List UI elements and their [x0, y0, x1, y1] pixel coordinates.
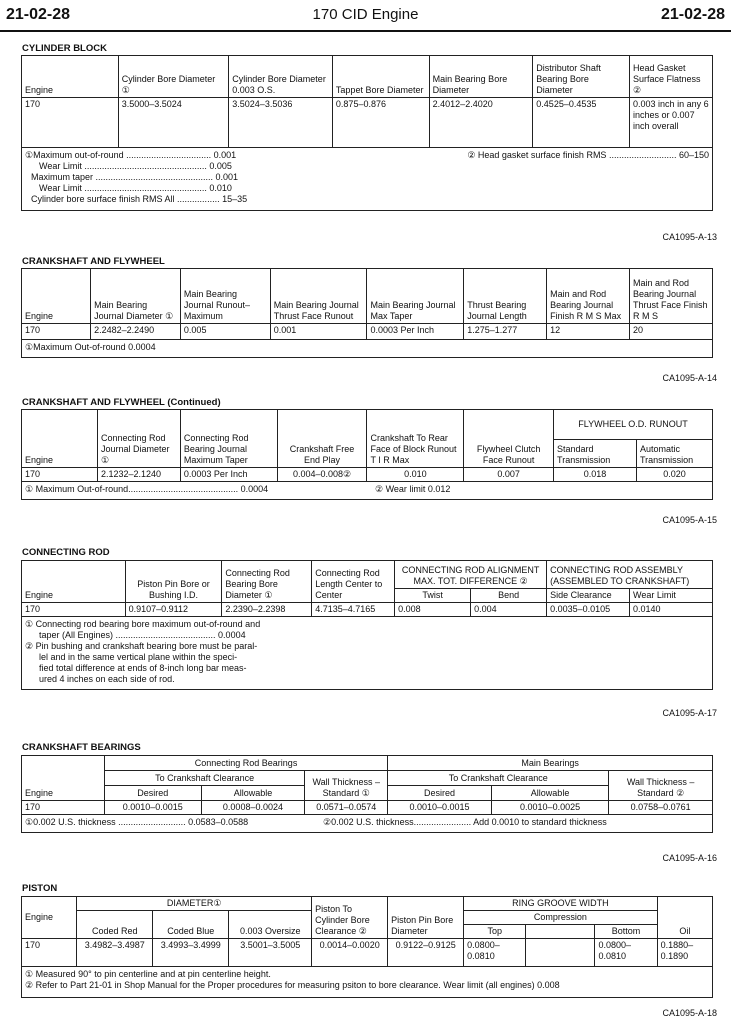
page-number-left: 21-02-28: [6, 6, 71, 23]
table-cell: 0.0758–0.0761: [609, 801, 713, 815]
section-title-crankshaft: CRANKSHAFT AND FLYWHEEL: [22, 256, 165, 267]
note-line: taper (All Engines) ........................................ 0.0004: [39, 630, 246, 640]
table-cell: [526, 939, 595, 967]
crankshaft-continued-notes: [21, 482, 713, 500]
column-group-header: FLYWHEEL O.D. RUNOUT: [554, 410, 713, 440]
note-line: Wear Limit ................................................. 0.005: [39, 161, 232, 171]
column-header: Engine: [22, 410, 98, 468]
table-cell: 0.0571–0.0574: [305, 801, 388, 815]
note-line: fied total difference at ends of 8-inch long bar meas-: [39, 663, 247, 673]
column-header: Crankshaft To Rear Face of Block Runout T I R Max: [367, 410, 464, 468]
table-cell: 0.875–0.876: [332, 98, 429, 148]
table-cell: 0.001: [270, 324, 367, 340]
table-cell: 0.4525–0.4535: [533, 98, 630, 148]
column-header: Piston Pin Bore or Bushing I.D.: [125, 561, 222, 603]
figure-code: CA1095-A-15: [662, 515, 717, 525]
section-title-connecting-rod: CONNECTING ROD: [22, 547, 110, 558]
table-cell: 170: [22, 468, 98, 482]
column-header: Coded Red: [77, 911, 153, 939]
figure-code: CA1095-A-14: [662, 373, 717, 383]
table-cell: 0.020: [636, 468, 712, 482]
table-cell: 3.5001–3.5005: [229, 939, 312, 967]
table-cell: 0.1880–0.1890: [657, 939, 712, 967]
column-header: Crankshaft Free End Play: [277, 410, 367, 468]
table-cell: 12: [547, 324, 630, 340]
section-title-piston: PISTON: [22, 883, 58, 894]
column-header: Desired: [388, 786, 492, 801]
table-cell: 0.007: [464, 468, 554, 482]
table-cell: 0.0010–0.0025: [491, 801, 608, 815]
cylinder-block-table: [21, 55, 713, 211]
column-header: Wall Thickness –Standard ②: [609, 771, 713, 801]
column-header: Allowable: [491, 786, 608, 801]
table-cell: 2.1232–2.1240: [98, 468, 181, 482]
table-cell: 0.0140: [630, 603, 713, 617]
table-cell: 0.0800–0.0810: [595, 939, 657, 967]
table-cell: 0.9107–0.9112: [125, 603, 222, 617]
column-header: Piston To Cylinder Bore Clearance ②: [312, 897, 388, 939]
note-line: ② Pin bushing and crankshaft bearing bore must be paral-: [25, 641, 258, 651]
column-group-header: Connecting Rod Bearings: [104, 756, 387, 771]
table-cell: 0.0800–0.0810: [464, 939, 526, 967]
column-header: Automatic Transmission: [636, 440, 712, 468]
table-cell: 2.4012–2.4020: [429, 98, 533, 148]
column-header: Head Gasket Surface Flatness ②: [630, 56, 713, 98]
crankshaft-bearings-table: [21, 755, 713, 833]
table-cell: 170: [22, 324, 91, 340]
table-cell: 0.0008–0.0024: [201, 801, 305, 815]
column-header: Main and Rod Bearing Journal Thrust Face Finish R M S: [630, 269, 713, 324]
note-line: ② Head gasket surface finish RMS ........................... 60–150: [467, 150, 709, 160]
table-cell: 3.5024–3.5036: [229, 98, 333, 148]
table-cell: 170: [22, 98, 119, 148]
column-header: Engine: [22, 756, 105, 801]
note-line: ② Refer to Part 21-01 in Shop Manual for the Proper procedures for measuring psiton to bore clearance. Wear limit (all engines) 0.008: [25, 980, 560, 990]
column-header: Tappet Bore Diameter: [332, 56, 429, 98]
note-line: ①0.002 U.S. thickness ........................... 0.0583–0.0588: [25, 817, 249, 827]
column-header: Connecting Rod Length Center to Center: [312, 561, 395, 603]
column-header: Piston Pin Bore Diameter: [388, 897, 464, 939]
crankshaft-note: ①Maximum Out-of-round 0.0004: [21, 340, 713, 358]
crankshaft-bearings-notes: [21, 815, 713, 833]
table-cell: 0.008: [395, 603, 471, 617]
piston-notes: [21, 967, 713, 998]
figure-code: CA1095-A-17: [662, 708, 717, 718]
table-cell: 3.4982–3.4987: [77, 939, 153, 967]
column-header: Wall Thickness –Standard ①: [305, 771, 388, 801]
section-title-crankshaft-bearings: CRANKSHAFT BEARINGS: [22, 742, 141, 753]
column-header: Engine: [22, 56, 119, 98]
column-header: Standard Transmission: [554, 440, 637, 468]
column-header: Connecting Rod Journal Diameter ①: [98, 410, 181, 468]
table-cell: 0.9122–0.9125: [388, 939, 464, 967]
column-header: Coded Blue: [153, 911, 229, 939]
table-cell: 3.5000–3.5024: [118, 98, 229, 148]
column-header: Main Bearing Bore Diameter: [429, 56, 533, 98]
column-group-header: CONNECTING ROD ALIGNMENT MAX. TOT. DIFFERENCE ②: [395, 561, 547, 589]
column-header: [526, 925, 595, 939]
column-header: Twist: [395, 589, 471, 603]
column-header: Bottom: [595, 925, 657, 939]
column-group-header: Compression: [464, 911, 657, 925]
note-line: Wear Limit ................................................. 0.010: [39, 183, 232, 193]
table-cell: 0.004–0.008②: [277, 468, 367, 482]
table-cell: 170: [22, 603, 126, 617]
note-line: ① Maximum Out-of-round............................................ 0.0004: [25, 484, 269, 494]
table-cell: 1.275–1.277: [464, 324, 547, 340]
table-cell: 0.0003 Per Inch: [367, 324, 464, 340]
column-group-header: Main Bearings: [388, 756, 713, 771]
connecting-rod-table: [21, 560, 713, 690]
column-header: Thrust Bearing Journal Length: [464, 269, 547, 324]
column-header: Engine: [22, 269, 91, 324]
column-header: Cylinder Bore Diameter ①: [118, 56, 229, 98]
table-cell: 0.0014–0.0020: [312, 939, 388, 967]
column-header: Flywheel Clutch Face Runout: [464, 410, 554, 468]
table-cell: 3.4993–3.4999: [153, 939, 229, 967]
connecting-rod-notes: [21, 617, 713, 690]
note-line: ured 4 inches on each side of rod.: [39, 674, 175, 684]
figure-code: CA1095-A-16: [662, 853, 717, 863]
column-header: Engine: [22, 897, 77, 939]
crankshaft-continued-table: [21, 409, 713, 500]
table-cell: 170: [22, 801, 105, 815]
table-cell: 0.0035–0.0105: [547, 603, 630, 617]
column-header: Connecting Rod Bearing Journal Maximum Taper: [180, 410, 277, 468]
column-header: Wear Limit: [630, 589, 713, 603]
column-group-header: DIAMETER①: [77, 897, 312, 911]
column-group-header: RING GROOVE WIDTH: [464, 897, 657, 911]
piston-table: [21, 896, 713, 998]
table-cell: 4.7135–4.7165: [312, 603, 395, 617]
table-cell: 0.010: [367, 468, 464, 482]
column-header: Side Clearance: [547, 589, 630, 603]
cylinder-block-notes: [21, 148, 713, 211]
column-group-header: To Crankshaft Clearance: [104, 771, 304, 786]
column-header: Connecting Rod Bearing Bore Diameter ①: [222, 561, 312, 603]
column-header: Top: [464, 925, 526, 939]
crankshaft-table: [21, 268, 713, 358]
column-header: Main Bearing Journal Thrust Face Runout: [270, 269, 367, 324]
figure-code: CA1095-A-13: [662, 232, 717, 242]
column-header: Main and Rod Bearing Journal Finish R M S Max: [547, 269, 630, 324]
column-header: Desired: [104, 786, 201, 801]
table-cell: 0.004: [471, 603, 547, 617]
note-line: Maximum taper ............................................... 0.001: [31, 172, 239, 182]
page-title: 170 CID Engine: [312, 6, 419, 23]
table-cell: 20: [630, 324, 713, 340]
column-header: Main Bearing Journal Diameter ①: [91, 269, 181, 324]
table-cell: 2.2482–2.2490: [91, 324, 181, 340]
column-header: Bend: [471, 589, 547, 603]
table-cell: 0.0003 Per Inch: [180, 468, 277, 482]
section-title-cylinder-block: CYLINDER BLOCK: [22, 43, 107, 54]
note-line: ②0.002 U.S. thickness....................... Add 0.0010 to standard thickness: [323, 817, 607, 827]
column-header: Allowable: [201, 786, 305, 801]
column-header: Oil: [657, 897, 712, 939]
column-header: Cylinder Bore Diameter 0.003 O.S.: [229, 56, 333, 98]
table-cell: 0.0010–0.0015: [104, 801, 201, 815]
table-cell: 170: [22, 939, 77, 967]
note-line: Cylinder bore surface finish RMS All ................. 15–35: [31, 194, 248, 204]
column-header: 0.003 Oversize: [229, 911, 312, 939]
section-title-crankshaft-continued: CRANKSHAFT AND FLYWHEEL (Continued): [22, 397, 221, 408]
table-cell: 0.003 inch in any 6 inches or 0.007 inch overall: [630, 98, 713, 148]
column-header: Main Bearing Journal Runout– Maximum: [180, 269, 270, 324]
note-line: ① Connecting rod bearing bore maximum out-of-round and: [25, 619, 261, 629]
header-rule: [0, 30, 731, 32]
table-cell: 2.2390–2.2398: [222, 603, 312, 617]
table-cell: 0.005: [180, 324, 270, 340]
column-header: Main Bearing Journal Max Taper: [367, 269, 464, 324]
column-group-header: CONNECTING ROD ASSEMBLY (ASSEMBLED TO CRANKSHAFT): [547, 561, 713, 589]
note-line: ①Maximum out-of-round .................................. 0.001: [25, 150, 237, 160]
note-line: lel and in the same vertical plane within the speci-: [39, 652, 238, 662]
table-cell: 0.018: [554, 468, 637, 482]
figure-code: CA1095-A-18: [662, 1008, 717, 1018]
column-header: Engine: [22, 561, 126, 603]
column-header: Distributor Shaft Bearing Bore Diameter: [533, 56, 630, 98]
note-line: ② Wear limit 0.012: [375, 484, 451, 494]
column-group-header: To Crankshaft Clearance: [388, 771, 609, 786]
table-cell: 0.0010–0.0015: [388, 801, 492, 815]
page-number-right: 21-02-28: [660, 6, 725, 23]
note-line: ① Measured 90° to pin centerline and at pin centerline height.: [25, 969, 271, 979]
